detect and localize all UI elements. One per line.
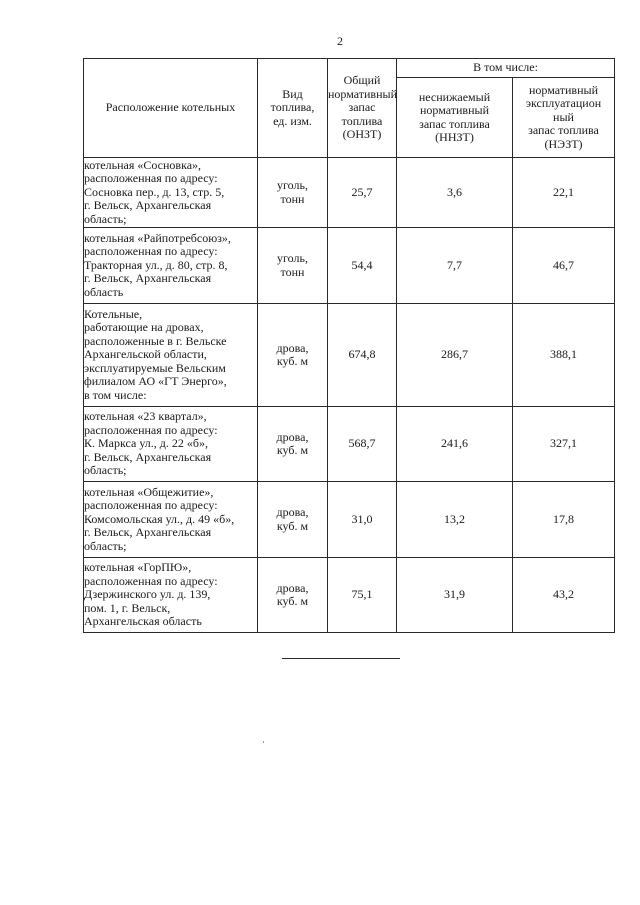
header-including: В том числе: xyxy=(397,59,615,78)
cell-total: 54,4 xyxy=(328,228,397,304)
cell-total: 674,8 xyxy=(328,304,397,407)
cell-location: котельная «Райпотребсоюз», расположенная по адресу: Тракторная ул., д. 80, стр. 8, г. Вельск, Архангельская область xyxy=(84,228,258,304)
cell-nnzt: 3,6 xyxy=(397,158,513,228)
cell-nezt: 22,1 xyxy=(513,158,615,228)
cell-total: 31,0 xyxy=(328,482,397,558)
header-fuel-type: Вид топлива, ед. изм. xyxy=(258,59,328,158)
cell-fuel-type: дрова, куб. м xyxy=(258,482,328,558)
cell-nnzt: 31,9 xyxy=(397,558,513,633)
scan-speck xyxy=(263,741,264,743)
table-row xyxy=(84,558,615,633)
cell-nnzt: 286,7 xyxy=(397,304,513,407)
cell-location: Котельные, работающие на дровах, расположенные в г. Вельске Архангельской области, эксплуатируемые Вельским филиалом АО «ГТ Энерго», в том числе: xyxy=(84,304,258,407)
cell-total: 75,1 xyxy=(328,558,397,633)
cell-location: котельная «Общежитие», расположенная по адресу: Комсомольская ул., д. 49 «б», г. Вельск, Архангельская область; xyxy=(84,482,258,558)
cell-total: 568,7 xyxy=(328,407,397,482)
cell-location: котельная «ГорПЮ», расположенная по адресу: Дзержинского ул. д. 139, пом. 1, г. Вельск, Архангельская область xyxy=(84,558,258,633)
cell-fuel-type: дрова, куб. м xyxy=(258,407,328,482)
table-row xyxy=(84,304,615,407)
cell-fuel-type: уголь, тонн xyxy=(258,228,328,304)
page-number: 2 xyxy=(337,34,343,48)
cell-nnzt: 7,7 xyxy=(397,228,513,304)
cell-fuel-type: уголь, тонн xyxy=(258,158,328,228)
cell-nezt: 17,8 xyxy=(513,482,615,558)
cell-location: котельная «Сосновка», расположенная по адресу: Сосновка пер., д. 13, стр. 5, г. Вельск, Архангельская область; xyxy=(84,158,258,228)
cell-total: 25,7 xyxy=(328,158,397,228)
table-row xyxy=(84,228,615,304)
table-row xyxy=(84,407,615,482)
cell-nezt: 43,2 xyxy=(513,558,615,633)
cell-nnzt: 13,2 xyxy=(397,482,513,558)
cell-nezt: 388,1 xyxy=(513,304,615,407)
cell-fuel-type: дрова, куб. м xyxy=(258,304,328,407)
header-location: Расположение котельных xyxy=(84,59,258,158)
cell-nnzt: 241,6 xyxy=(397,407,513,482)
header-nnzt: неснижаемый нормативный запас топлива (ННЗТ) xyxy=(397,78,513,158)
cell-location: котельная «23 квартал», расположенная по адресу: К. Маркса ул., д. 22 «б», г. Вельск, Архангельская область; xyxy=(84,407,258,482)
cell-nezt: 327,1 xyxy=(513,407,615,482)
fuel-reserve-table xyxy=(83,58,615,633)
header-nezt: нормативный эксплуатацион ный запас топлива (НЭЗТ) xyxy=(513,78,615,158)
table-row xyxy=(84,158,615,228)
closing-rule-line xyxy=(282,658,400,659)
table-row xyxy=(84,482,615,558)
cell-nezt: 46,7 xyxy=(513,228,615,304)
cell-fuel-type: дрова, куб. м xyxy=(258,558,328,633)
header-total-reserve: Общий нормативный запас топлива (ОНЗТ) xyxy=(328,59,397,158)
